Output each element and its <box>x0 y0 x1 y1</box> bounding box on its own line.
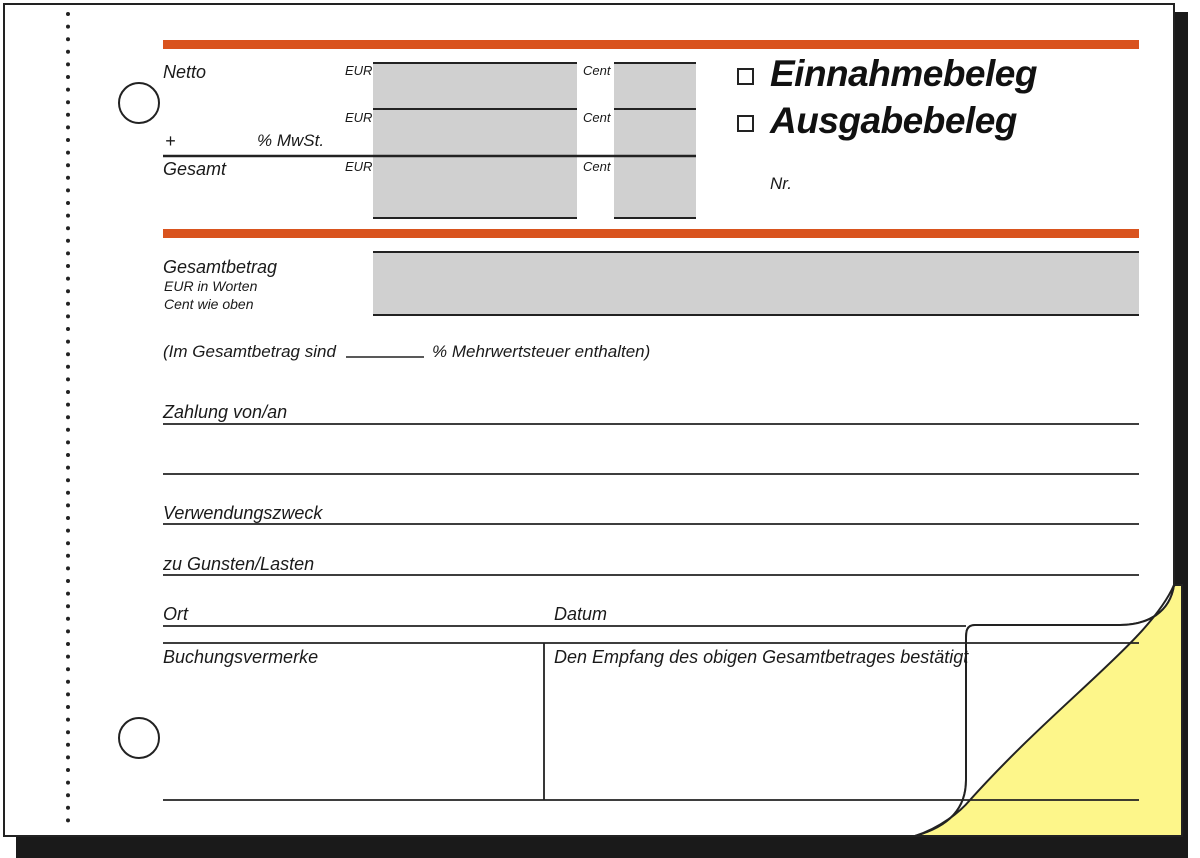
income-checkbox[interactable] <box>737 68 754 85</box>
perforation-dot <box>66 176 70 180</box>
eur-label-mwst: EUR <box>345 110 373 125</box>
perforation-dot <box>66 377 70 381</box>
perforation-dot <box>66 327 70 331</box>
perforation-dot <box>66 466 70 470</box>
booking-input[interactable] <box>163 670 543 798</box>
perforation-dot <box>66 25 70 29</box>
total-words-input[interactable] <box>373 253 1139 314</box>
perforation-dot <box>66 604 70 608</box>
perforation-dot <box>66 151 70 155</box>
gesamt-eur-input[interactable] <box>373 157 577 217</box>
mwst-rate-input[interactable] <box>205 130 253 152</box>
perforation-dot <box>66 403 70 407</box>
perforation-dot <box>66 554 70 558</box>
perforation-dot <box>66 491 70 495</box>
perforation-dot <box>66 579 70 583</box>
signature-input[interactable] <box>546 670 964 798</box>
perforation-dot <box>66 718 70 722</box>
mwst-label: % MwSt. <box>257 131 325 150</box>
account-input[interactable] <box>315 549 1139 574</box>
place-input[interactable] <box>195 600 540 625</box>
perforation-dot <box>66 302 70 306</box>
account-label: zu Gunsten/Lasten <box>163 554 315 574</box>
perforation-dot <box>66 680 70 684</box>
perforation-dot <box>66 37 70 41</box>
mwst-cent-input[interactable] <box>614 110 696 155</box>
perforation-dot <box>66 453 70 457</box>
payment-input[interactable] <box>300 398 1139 423</box>
perforation-dot <box>66 277 70 281</box>
perforation-dot <box>66 478 70 482</box>
booking-label: Buchungsvermerke <box>163 647 319 667</box>
perforation-dot <box>66 289 70 293</box>
perforation-dot <box>66 239 70 243</box>
perforation-dot <box>66 163 70 167</box>
perforation-dot <box>66 793 70 797</box>
perforation-dot <box>66 592 70 596</box>
perforation-dot <box>66 503 70 507</box>
expense-label: Ausgabebeleg <box>770 100 1017 141</box>
perforation-dot <box>66 755 70 759</box>
vat-note-suffix: % Mehrwertsteuer enthalten) <box>432 342 651 361</box>
gesamt-cent-input[interactable] <box>614 157 696 217</box>
perforation-dot <box>66 541 70 545</box>
place-label: Ort <box>163 604 188 624</box>
accent-bar-middle <box>163 229 1139 238</box>
perforation-dot <box>66 655 70 659</box>
perforation-dot <box>66 428 70 432</box>
expense-checkbox[interactable] <box>737 115 754 132</box>
perforation-dot <box>66 566 70 570</box>
total-words-sub2: Cent wie oben <box>164 296 254 312</box>
gesamt-label: Gesamt <box>163 159 227 179</box>
total-words-label: Gesamtbetrag <box>163 257 278 277</box>
perforation-dot <box>66 188 70 192</box>
date-input[interactable] <box>615 600 965 625</box>
perforation-dot <box>66 818 70 822</box>
perforation-dot <box>66 352 70 356</box>
perforation-dot <box>66 781 70 785</box>
plus-label: + <box>165 131 176 151</box>
perforation-dot <box>66 730 70 734</box>
perforation-dot <box>66 705 70 709</box>
perforation-dot <box>66 138 70 142</box>
perforation-dot <box>66 667 70 671</box>
income-label: Einnahmebeleg <box>770 53 1037 94</box>
cent-label-gesamt: Cent <box>583 159 611 174</box>
perforation-dot <box>66 617 70 621</box>
number-input[interactable] <box>800 170 1130 196</box>
purpose-label: Verwendungszweck <box>163 503 323 523</box>
eur-label-netto: EUR <box>345 63 373 78</box>
payment-label: Zahlung von/an <box>163 402 288 422</box>
perforation-dot <box>66 692 70 696</box>
vat-rate-input[interactable] <box>346 338 424 358</box>
perforation-dot <box>66 201 70 205</box>
perforation-dot <box>66 251 70 255</box>
perforation-dot <box>66 806 70 810</box>
perforation-dot <box>66 125 70 129</box>
eur-label-gesamt: EUR <box>345 159 373 174</box>
purpose-input[interactable] <box>325 498 1139 523</box>
perforation-dot <box>66 642 70 646</box>
perforation-dot <box>66 214 70 218</box>
perforation-dot <box>66 113 70 117</box>
receipt-confirmation-label: Den Empfang des obigen Gesamtbetrages bestätigt <box>554 647 969 667</box>
cent-label-netto: Cent <box>583 63 611 78</box>
perforation-dot <box>66 743 70 747</box>
perforation-dot <box>66 516 70 520</box>
payment-input-line2[interactable] <box>163 448 1139 473</box>
perforation-dot <box>66 529 70 533</box>
accent-bar-top <box>163 40 1139 49</box>
date-label: Datum <box>554 604 608 624</box>
mwst-eur-input[interactable] <box>373 110 577 155</box>
perforation-dot <box>66 226 70 230</box>
punch-hole-bottom <box>119 718 159 758</box>
perforation-dot <box>66 768 70 772</box>
perforation-dot <box>66 62 70 66</box>
cent-label-mwst: Cent <box>583 110 611 125</box>
perforation-dot <box>66 75 70 79</box>
perforation-dot <box>66 390 70 394</box>
vat-note-prefix: (Im Gesamtbetrag sind <box>163 342 336 361</box>
perforation-dot <box>66 440 70 444</box>
perforation-dot <box>66 50 70 54</box>
perforation-dot <box>66 264 70 268</box>
netto-label: Netto <box>163 62 207 82</box>
netto-eur-input[interactable] <box>373 64 577 108</box>
perforation-dot <box>66 12 70 16</box>
perforation-dot <box>66 100 70 104</box>
perforation-dot <box>66 365 70 369</box>
netto-cent-input[interactable] <box>614 64 696 108</box>
punch-hole-top <box>119 83 159 123</box>
perforation-dot <box>66 340 70 344</box>
number-label: Nr. <box>770 174 793 193</box>
perforation-dot <box>66 629 70 633</box>
perforation-dot <box>66 314 70 318</box>
perforation-dot <box>66 88 70 92</box>
perforation-dot <box>66 415 70 419</box>
total-words-sub1: EUR in Worten <box>164 278 258 294</box>
